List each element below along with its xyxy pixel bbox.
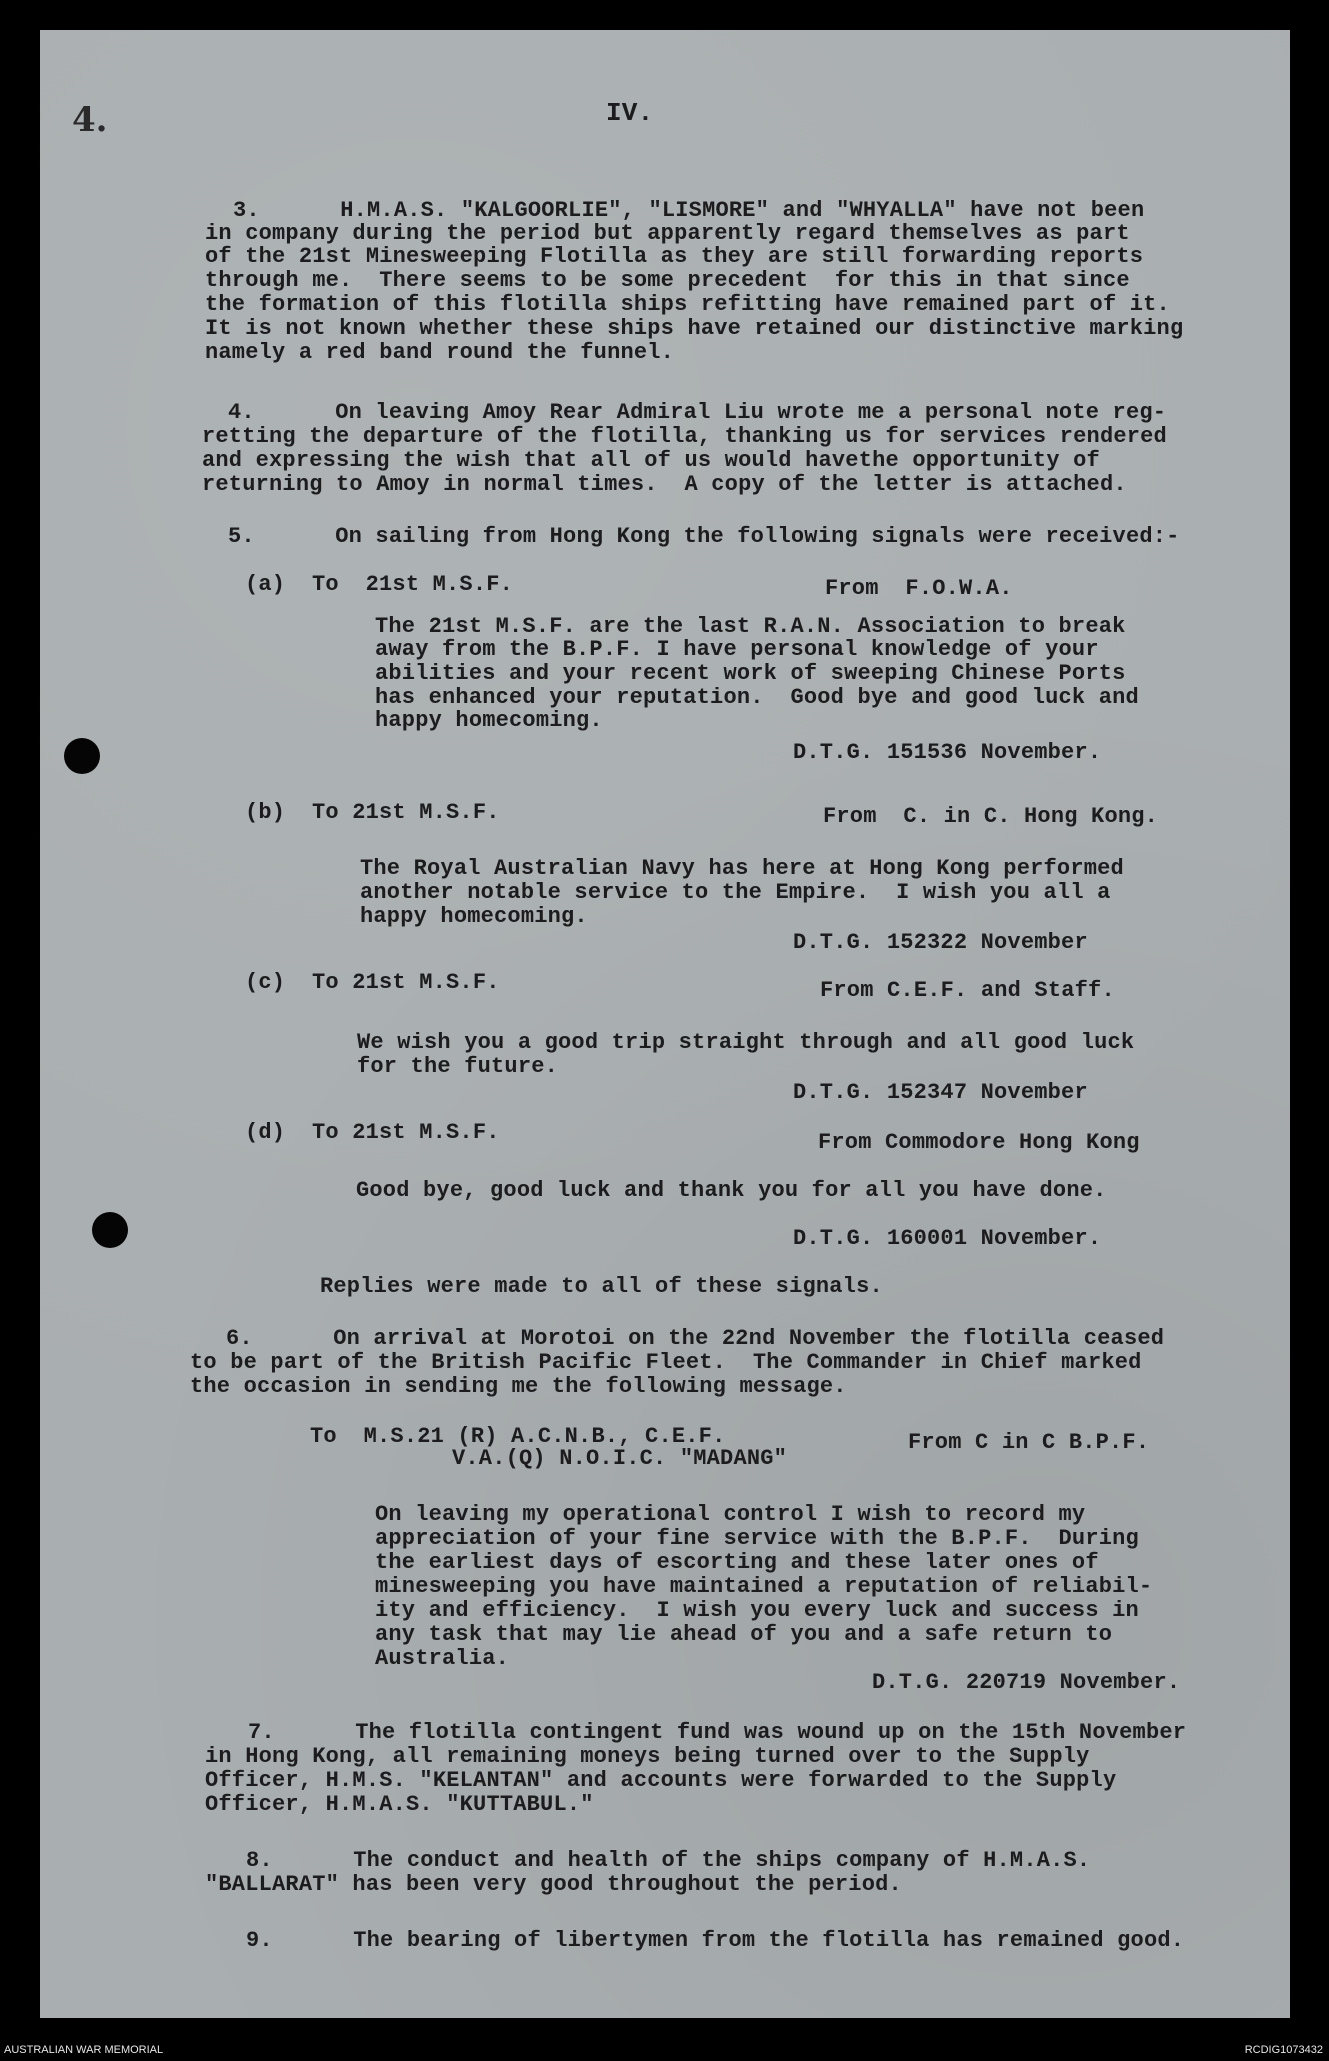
para9-line-1: 9. The bearing of libertymen from the flotilla has remained good. (246, 1928, 1185, 1953)
message-body-4: minesweeping you have maintained a reputation of reliabil- (375, 1574, 1153, 1599)
para4-line-3: and expressing the wish that all of us would havethe opportunity of (202, 448, 1100, 473)
signal-a-body-4: has enhanced your reputation. Good bye and good luck and (375, 685, 1139, 710)
signal-d-from: From Commodore Hong Kong (818, 1130, 1140, 1155)
para6-line-2: to be part of the British Pacific Fleet. The Commander in Chief marked (190, 1350, 1142, 1375)
page-number: IV. (606, 98, 654, 128)
para7-line-2: in Hong Kong, all remaining moneys being turned over to the Supply (205, 1744, 1090, 1769)
signal-b-from: From C. in C. Hong Kong. (823, 804, 1159, 829)
signal-c-body-2: for the future. (357, 1054, 559, 1079)
signal-a-body-1: The 21st M.S.F. are the last R.A.N. Association to break (375, 614, 1126, 639)
message-body-5: ity and efficiency. I wish you every luck and success in (375, 1598, 1139, 1623)
para7-line-4: Officer, H.M.A.S. "KUTTABUL." (205, 1792, 594, 1817)
message-to: To M.S.21 (R) A.C.N.B., C.E.F. (310, 1424, 726, 1449)
para3-line-5: the formation of this flotilla ships refitting have remained part of it. (205, 292, 1170, 317)
para8-line-1: 8. The conduct and health of the ships company of H.M.A.S. (246, 1848, 1091, 1873)
signal-d-to: (d) To 21st M.S.F. (245, 1120, 500, 1145)
signal-a-from: From F.O.W.A. (825, 576, 1013, 601)
para7-line-3: Officer, H.M.S. "KELANTAN" and accounts were forwarded to the Supply (205, 1768, 1117, 1793)
footer-archive-name: AUSTRALIAN WAR MEMORIAL (4, 2044, 164, 2056)
message-body-1: On leaving my operational control I wish to record my (375, 1502, 1086, 1527)
message-dtg: D.T.G. 220719 November. (872, 1670, 1181, 1695)
para3-line-1: 3. H.M.A.S. "KALGOORLIE", "LISMORE" and "WHYALLA" have not been (233, 198, 1145, 223)
para3-line-7: namely a red band round the funnel. (205, 340, 675, 365)
para4-line-1: 4. On leaving Amoy Rear Admiral Liu wrote me a personal note reg- (228, 400, 1167, 425)
signal-c-to: (c) To 21st M.S.F. (245, 970, 500, 995)
signal-c-from: From C.E.F. and Staff. (820, 978, 1115, 1003)
para3-line-2: in company during the period but apparently regard themselves as part (205, 221, 1130, 246)
signal-d-body-1: Good bye, good luck and thank you for all you have done. (356, 1178, 1107, 1203)
signal-b-body-3: happy homecoming. (360, 904, 588, 929)
message-body-3: the earliest days of escorting and these later ones of (375, 1550, 1099, 1575)
signal-a-body-3: abilities and your recent work of sweeping Chinese Ports (375, 661, 1126, 686)
signal-a-body-5: happy homecoming. (375, 708, 603, 733)
signal-c-body-1: We wish you a good trip straight through and all good luck (357, 1030, 1135, 1055)
message-body-2: appreciation of your fine service with the B.P.F. During (375, 1526, 1139, 1551)
signal-a-body-2: away from the B.P.F. I have personal knowledge of your (375, 637, 1099, 662)
punch-hole-lower (92, 1212, 128, 1248)
para4-line-2: retting the departure of the flotilla, thanking us for services rendered (202, 424, 1167, 449)
para8-line-2: "BALLARAT" has been very good throughout the period. (205, 1872, 902, 1897)
signal-b-body-1: The Royal Australian Navy has here at Hong Kong performed (360, 856, 1124, 881)
para3-line-4: through me. There seems to be some precedent for this in that since (205, 268, 1130, 293)
message-body-6: any task that may lie ahead of you and a safe return to (375, 1622, 1113, 1647)
message-body-7: Australia. (375, 1646, 510, 1671)
footer-reference-id: RCDIG1073432 (1244, 2044, 1323, 2056)
para7-line-1: 7. The flotilla contingent fund was wound up on the 15th November (248, 1720, 1187, 1745)
signal-b-body-2: another notable service to the Empire. I wish you all a (360, 880, 1111, 905)
signal-c-dtg: D.T.G. 152347 November (793, 1080, 1088, 1105)
signal-b-to: (b) To 21st M.S.F. (245, 800, 500, 825)
replies-note: Replies were made to all of these signals. (320, 1274, 883, 1299)
pencil-mark: 4. (72, 100, 108, 140)
signal-b-dtg: D.T.G. 152322 November (793, 930, 1088, 955)
para3-line-3: of the 21st Minesweeping Flotilla as they are still forwarding reports (205, 244, 1144, 269)
message-from: From C in C B.P.F. (908, 1430, 1150, 1455)
para3-line-6: It is not known whether these ships have retained our distinctive marking (205, 316, 1184, 341)
signal-a-dtg: D.T.G. 151536 November. (793, 740, 1102, 765)
signal-d-dtg: D.T.G. 160001 November. (793, 1226, 1102, 1251)
para5-intro: 5. On sailing from Hong Kong the following signals were received:- (228, 524, 1180, 549)
para6-line-3: the occasion in sending me the following message. (190, 1374, 847, 1399)
punch-hole-upper (64, 738, 100, 774)
para6-line-1: 6. On arrival at Morotoi on the 22nd November the flotilla ceased (226, 1326, 1165, 1351)
message-to-2: V.A.(Q) N.O.I.C. "MADANG" (452, 1446, 788, 1471)
para4-line-4: returning to Amoy in normal times. A copy of the letter is attached. (202, 472, 1127, 497)
signal-a-to: (a) To 21st M.S.F. (245, 572, 514, 597)
